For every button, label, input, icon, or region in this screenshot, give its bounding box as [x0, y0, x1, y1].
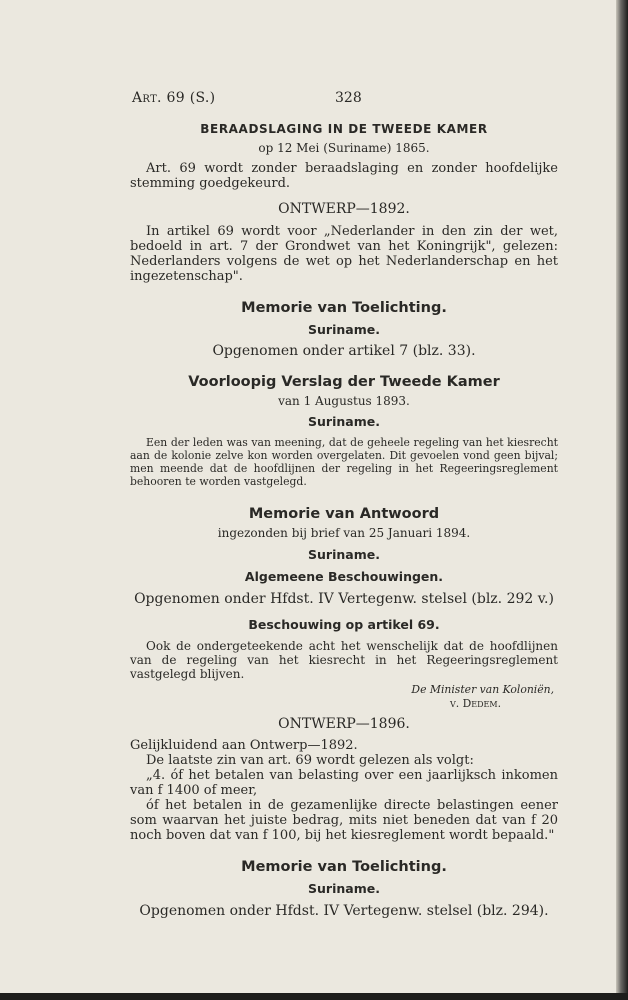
section-title-voorloopig-verslag: Voorloopig Verslag der Tweede Kamer	[188, 374, 500, 390]
verslag-subheading: Suriname.	[308, 414, 380, 429]
beschouwing-heading: Beschouwing op artikel 69.	[248, 617, 440, 632]
signature-minister: De Minister van Koloniën,	[411, 683, 554, 696]
ontwerp-1892-text: In artikel 69 wordt voor „Nederlander in den zin der wet, bedoeld in art. 7 der Grondwet van het Koningrijk", gelezen: Nederlanders volgens de wet op het Nederlanderschap en het ingezetenschap".	[130, 224, 558, 284]
ontwerp-1896-heading: ONTWERP—1896.	[278, 716, 410, 732]
verslag-text: Een der leden was van meening, dat de geheele regeling van het kiesrecht aan de kolonie zelve kon worden overgelaten. Dit gevoelen vond geen bijval; men meende dat de hoofdlijnen der regeling in het Regeeringsreglement behooren te worden vastgelegd.	[130, 436, 558, 488]
section-title-memorie-2: Memorie van Toelichting.	[241, 859, 447, 875]
antwoord-subheading: Suriname.	[308, 547, 380, 562]
ontwerp-1896-line2: De laatste zin van art. 69 wordt gelezen als volgt:	[146, 753, 474, 768]
memorie-1-text: Opgenomen onder artikel 7 (blz. 33).	[212, 343, 476, 359]
antwoord-text: Opgenomen onder Hfdst. IV Vertegenw. stelsel (blz. 292 v.)	[134, 591, 554, 607]
ontwerp-1892-heading: ONTWERP—1892.	[278, 201, 410, 217]
verslag-date: van 1 Augustus 1893.	[278, 394, 410, 408]
section-title-memorie-1: Memorie van Toelichting.	[241, 300, 447, 316]
signature-name: v. Dedem.	[450, 697, 502, 710]
memorie-2-subheading: Suriname.	[308, 881, 380, 896]
section-title-memorie-antwoord: Memorie van Antwoord	[248, 506, 440, 522]
page-edge-bottom	[0, 993, 628, 1000]
page-content	[130, 90, 558, 920]
antwoord-date: ingezonden bij brief van 25 Januari 1894.	[217, 526, 471, 540]
memorie-2-text: Opgenomen onder Hfdst. IV Vertegenw. stelsel (blz. 294).	[139, 903, 549, 919]
page-edge-right	[616, 0, 628, 1000]
beschouwing-text: Ook de ondergeteekende acht het wenschelijk dat de hoofdlijnen van de regeling van het kiesrecht in het Regeeringsreglement vastgelegd blijven.	[130, 639, 558, 681]
page-number: 328	[335, 90, 362, 106]
beraadslaging-date: op 12 Mei (Suriname) 1865.	[258, 141, 430, 155]
memorie-1-subheading: Suriname.	[308, 322, 380, 337]
page-header	[130, 90, 558, 112]
beraadslaging-text: Art. 69 wordt zonder beraadslaging en zonder hoofdelijke stemming goedgekeurd.	[130, 161, 558, 191]
ontwerp-1896-clause-b: óf het betalen in de gezamenlijke directe belastingen eener som waarvan het juiste bedrag, mits niet beneden dat van f 20 noch boven dat van f 100, bij het kiesreglement wordt bepaald."	[130, 798, 558, 843]
antwoord-algemeene-heading: Algemeene Beschouwingen.	[244, 569, 444, 584]
ontwerp-1896-clause-4: „4. óf het betalen van belasting over een jaarlijksch inkomen van f 1400 of meer,	[130, 768, 558, 798]
running-head: Art. 69 (S.)	[132, 90, 216, 106]
ontwerp-1896-line1: Gelijkluidend aan Ontwerp—1892.	[130, 738, 358, 753]
section-title-beraadslaging: BERAADSLAGING IN DE TWEEDE KAMER	[200, 122, 488, 136]
